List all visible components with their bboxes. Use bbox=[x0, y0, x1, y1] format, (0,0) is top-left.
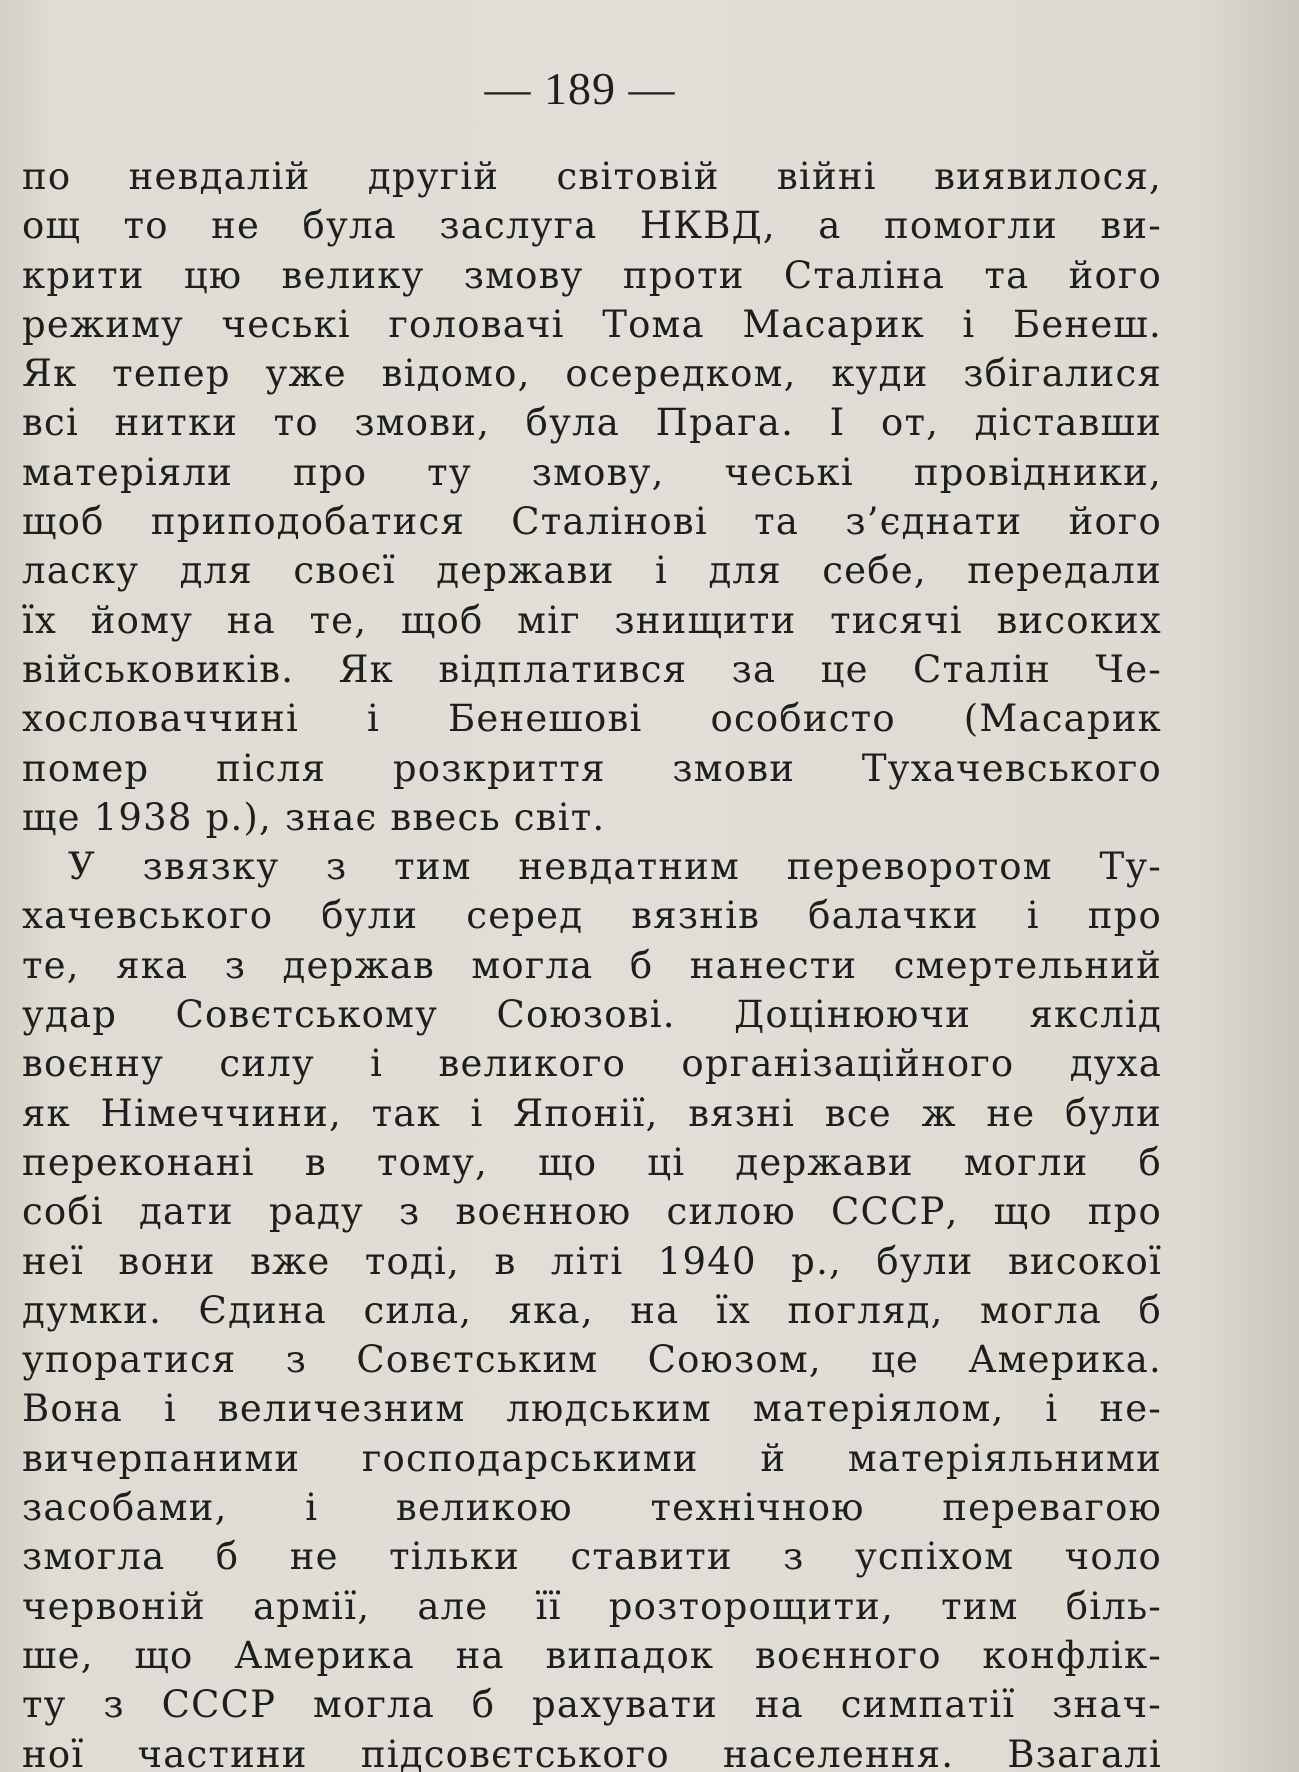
text-line: ласку для своєї держави і для себе, передали bbox=[22, 549, 1162, 593]
text-line: Як тепер уже відомо, осередком, куди збігалися bbox=[22, 352, 1162, 396]
text-line: думки. Єдина сила, яка, на їх погляд, могла б bbox=[22, 1288, 1162, 1332]
text-line: червоній армії, але її розторощити, тим біль- bbox=[22, 1584, 1162, 1628]
text-line: У звязку з тим невдатним переворотом Ту- bbox=[68, 845, 1162, 889]
text-line: засобами, і великою технічною перевагою bbox=[22, 1486, 1162, 1530]
text-line: вичерпаними господарськими й матеріяльними bbox=[22, 1436, 1162, 1480]
text-line: помер після розкриття змови Тухачевського bbox=[22, 746, 1162, 790]
text-line: упоратися з Совєтським Союзом, це Америка. bbox=[22, 1338, 1162, 1382]
text-line: те, яка з держав могла б нанести смертельний bbox=[22, 943, 1162, 987]
text-line: переконані в тому, що ці держави могли б bbox=[22, 1140, 1162, 1184]
text-line: воєнну силу і великого організаційного духа bbox=[22, 1042, 1162, 1086]
text-line: по невдалій другій світовій війні виявилося, bbox=[22, 155, 1162, 198]
text-line: ше, що Америка на випадок воєнного конфлік- bbox=[22, 1633, 1162, 1677]
text-line: щоб приподобатися Сталінові та з’єднати його bbox=[22, 500, 1162, 544]
text-line: ту з СССР могла б рахувати на симпатії знач- bbox=[22, 1683, 1162, 1727]
text-line: удар Совєтському Союзові. Доцінюючи якслід bbox=[22, 993, 1162, 1037]
text-line: їх йому на те, щоб міг знищити тисячі високих bbox=[22, 598, 1162, 642]
text-line: Вона і величезним людським матеріялом, і не- bbox=[22, 1387, 1162, 1431]
page-number: — 189 — bbox=[484, 63, 676, 114]
text-line: крити цю велику змову проти Сталіна та його bbox=[22, 253, 1162, 297]
text-line: хословаччині і Бенешові особисто (Масарик bbox=[22, 697, 1162, 741]
text-line: ної частини підсовєтського населення. Взагалі bbox=[22, 1732, 1162, 1772]
text-line: неї вони вже тоді, в літі 1940 р., були високої bbox=[22, 1239, 1162, 1283]
text-line: матеріяли про ту змову, чеські провідники, bbox=[22, 450, 1162, 494]
text-line: ощ то не була заслуга НКВД, а помогли ви- bbox=[22, 204, 1162, 248]
text-line: як Німеччини, так і Японії, вязні все ж не були bbox=[22, 1091, 1162, 1135]
text-line: режиму чеські головачі Тома Масарик і Бенеш. bbox=[22, 302, 1162, 346]
text-line: собі дати раду з воєнною силою СССР, що про bbox=[22, 1190, 1162, 1234]
text-line: військовиків. Як відплатився за це Сталін Че- bbox=[22, 647, 1162, 691]
text-line: ще 1938 р.), знає ввесь світ. bbox=[22, 795, 606, 839]
text-line: всі нитки то змови, була Прага. І от, діставши bbox=[22, 401, 1162, 445]
body-text bbox=[22, 152, 1162, 1772]
text-line: хачевського були серед вязнів балачки і про bbox=[22, 894, 1162, 938]
text-line: змогла б не тільки ставити з успіхом чоло bbox=[22, 1535, 1162, 1579]
